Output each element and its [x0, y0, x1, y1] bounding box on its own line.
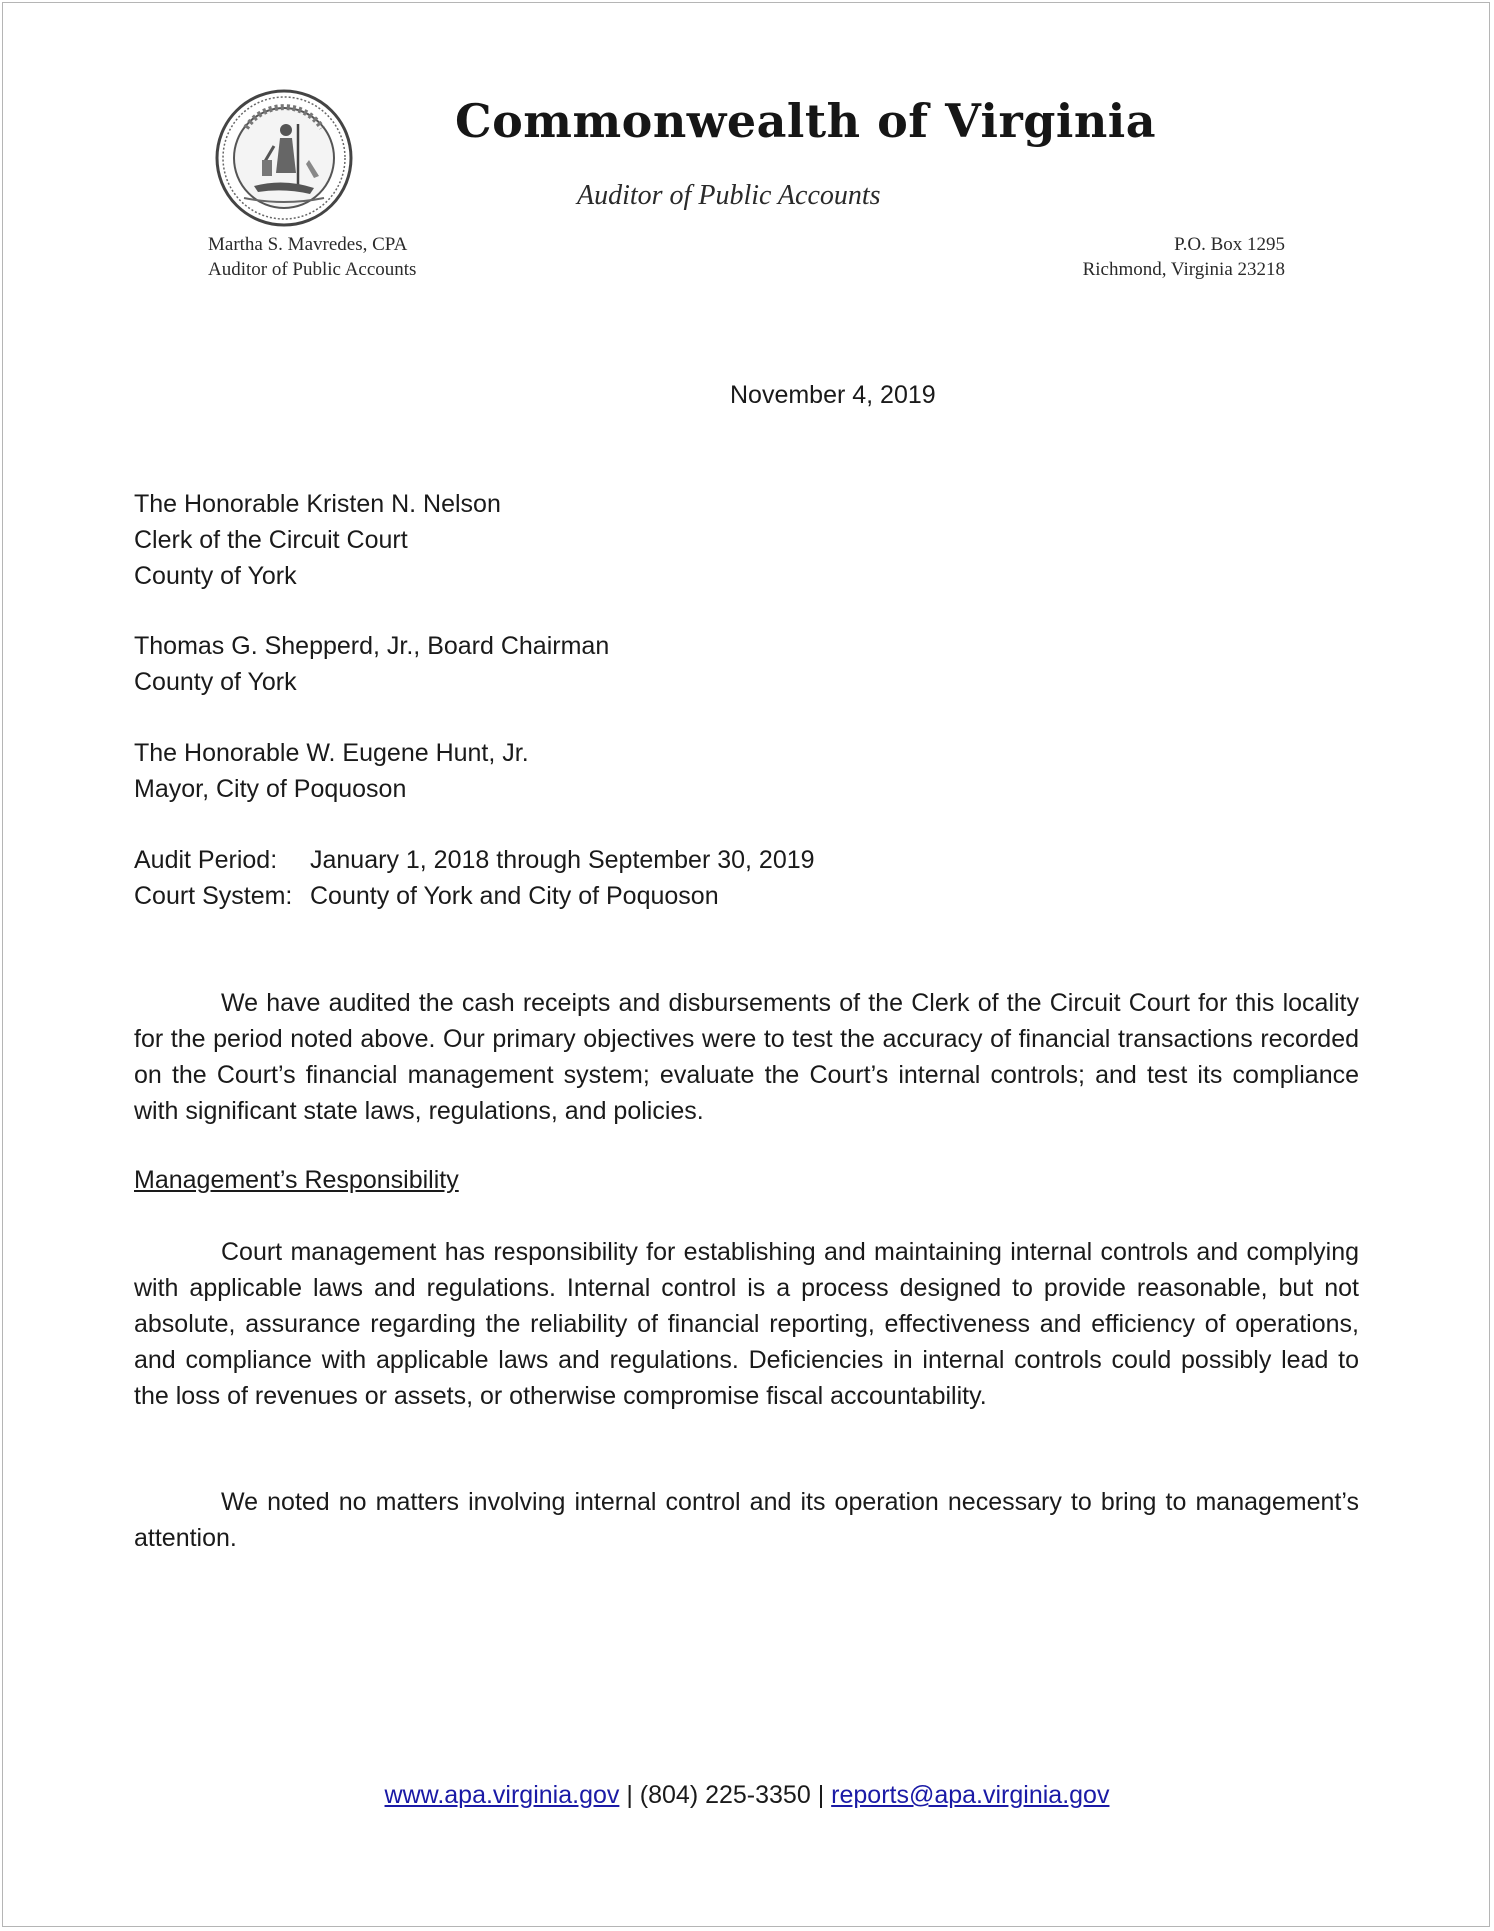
sender-city: Richmond, Virginia 23218	[1082, 259, 1285, 280]
website-link[interactable]: www.apa.virginia.gov	[384, 1781, 620, 1809]
court-system-row	[134, 878, 815, 914]
sender-title: Auditor of Public Accounts	[208, 259, 417, 280]
recipient-line: Thomas G. Shepperd, Jr., Board Chairman	[134, 632, 610, 660]
sender-po-box: P.O. Box 1295	[1174, 234, 1285, 255]
recipient-line: The Honorable W. Eugene Hunt, Jr.	[134, 739, 529, 767]
recipient-line: Clerk of the Circuit Court	[134, 526, 408, 554]
sender-address	[1083, 232, 1285, 282]
audit-period-value: January 1, 2018 through September 30, 2019	[310, 846, 815, 874]
masthead-subtitle: Auditor of Public Accounts	[577, 180, 881, 211]
masthead-title: Commonwealth of Virginia	[455, 94, 1157, 148]
letter-date: November 4, 2019	[730, 381, 936, 409]
responsibility-paragraph	[134, 1234, 1359, 1414]
recipient-line: County of York	[134, 562, 297, 590]
court-system-value: County of York and City of Poquoson	[310, 882, 719, 910]
footer-separator: |	[817, 1781, 825, 1809]
page-border	[2, 2, 1490, 1927]
footer-separator: |	[626, 1781, 633, 1809]
sender-left	[208, 232, 416, 282]
responsibility-text: Court management has responsibility for establishing and maintaining internal controls and complying with applicable laws and regulations. Internal control is a process designed to provide reasonable, but not absolute, assurance regarding the reliability of financial reporting, effectiveness and efficiency of operations, and compliance with applicable laws and regulations. Deficiencies in internal controls could possibly lead to the loss of revenues or assets, or otherwise compromise fiscal accountability.	[134, 1238, 1359, 1410]
intro-paragraph	[134, 985, 1359, 1129]
audit-period-label: Audit Period:	[134, 846, 278, 874]
conclusion-text: We noted no matters involving internal control and its operation necessary to bring to management’s attention.	[134, 1488, 1359, 1552]
virginia-state-seal-icon	[214, 88, 354, 228]
recipient-block-3	[134, 735, 529, 807]
intro-text: We have audited the cash receipts and disbursements of the Clerk of the Circuit Court for this locality for the period noted above. Our primary objectives were to test the accuracy of financial transactions recorded on the Court’s financial management system; evaluate the Court’s internal controls; and test its compliance with significant state laws, regulations, and policies.	[134, 989, 1359, 1125]
recipient-line: Mayor, City of Poquoson	[134, 775, 407, 803]
recipient-block-2	[134, 628, 609, 700]
phone-number: (804) 225-3350	[639, 1781, 811, 1809]
recipient-line: The Honorable Kristen N. Nelson	[134, 490, 501, 518]
audit-period-row	[134, 842, 815, 878]
audit-info	[134, 842, 815, 914]
sender-name: Martha S. Mavredes, CPA	[208, 234, 408, 255]
section-heading: Management’s Responsibility	[134, 1166, 459, 1194]
recipient-block-1	[134, 486, 501, 594]
email-link[interactable]: reports@apa.virginia.gov	[831, 1781, 1110, 1809]
conclusion-paragraph	[134, 1484, 1359, 1556]
court-system-label: Court System:	[134, 882, 293, 910]
footer	[0, 1777, 1494, 1813]
recipient-line: County of York	[134, 668, 297, 696]
